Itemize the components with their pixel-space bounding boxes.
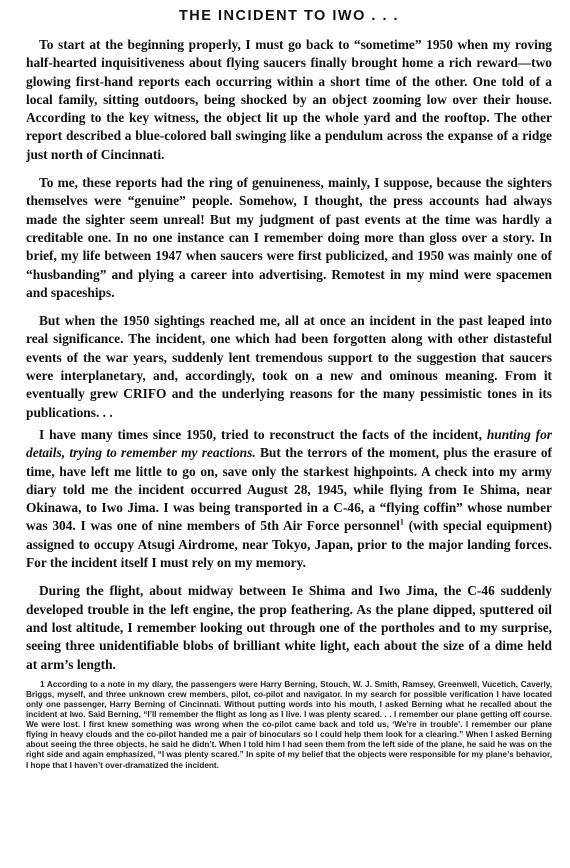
footnote: 1 According to a note in my diary, the passengers were Harry Berning, Stouch, W. J. Smith, Ramsey, Greenwell, Vucetich, Caverly, Briggs, myself, and three unknown crew members, pilot, co-pilot and navigator. In my search for possible verification I have located only one passenger, Harry Berning of Cincinnati. Without putting words into his mouth, I asked Berning what he recalled about the incident at Iwo. Said Berning, “I’ll remember the flight as long as I live. I was plenty scared. . . I remember our plane getting off course. We were lost. I first knew something was wrong when the co-pilot came back and told us, ‘We’re in trouble’. I remember our plane flying in heavy clouds and the co-pilot handed me a pair of binoculars so I could help them look for a clearing.” When I asked Berning about seeing the three objects, he said he didn’t. When I told him I had seen them from the left side of the plane, he said he was on the right side and again emphasized, “I was plenty scared.” In spite of my belief that the objects were responsible for my plane’s behavior, I hope that I haven’t over-dramatized the incident. (26, 679, 552, 770)
footnote-mark: 1 (399, 517, 404, 527)
paragraph-4 (26, 426, 552, 572)
paragraph-3: But when the 1950 sightings reached me, all at once an incident in the past leaped into real significance. The incident, one which had been forgotten along with other distasteful events of the war years, suddenly lent tremendous support to the suggestion that saucers were interplanetary, and, accordingly, took on a new and ominous meaning. From it eventually grew CRIFO and the underlying reasons for the many pessimistic tones in its publications. . . (26, 313, 552, 420)
page-title: THE INCIDENT TO IWO . . . (178, 8, 400, 24)
paragraph-4-text-b: (with special equipment) assigned to occupy Atsugi Airdrome, near Tokyo, Japan, prior to the major landing forces. For the incident itself I must rely on my memory. (26, 518, 552, 571)
paragraph-4-text-a: But the terrors of the moment, plus the erasure of time, have left me little to go on, save only the starkest highpoints. A check into my army diary told me the incident occurred August 28, 1945, while flying from Ie Shima, near Okinawa, to Iwo Jima. I was being transported in a C-46, a “flying coffin” whose number was 304. I was one of nine members of 5th Air Force personnel (26, 445, 552, 534)
paragraph-4-intro: I have many times since 1950, tried to reconstruct the facts of the incident, (39, 426, 487, 442)
paragraph-1: To start at the beginning properly, I must go back to “sometime” 1950 when my roving half-hearted inquisitiveness about flying saucers finally brought home a rich reward—two glowing first-hand reports each occurring within a short time of the other. One told of a local family, sitting outdoors, being shocked by an object zooming low over their house. According to the key witness, the object lit up the whole yard and the rooftop. The other report described a blue-colored ball swinging like a pendulum across the expanse of a ridge just north of Cincinnati. (26, 37, 552, 162)
paragraph-5: During the flight, about midway between Ie Shima and Iwo Jima, the C-46 suddenly developed trouble in the left engine, the prop feathering. As the plane dipped, sputtered oil and lost altitude, I remember looking out through one of the portholes and to my surprise, seeing three unidentifiable blobs of brilliant white light, each about the size of a dime held at arm’s length. (26, 583, 552, 672)
paragraph-2: To me, these reports had the ring of genuineness, mainly, I suppose, because the sighters themselves were “genuine” people. Somehow, I thought, the press accounts had always made the sighter seem unreal! But my judgment of past events at the time was hardly a creditable one. In no one instance can I remember doing more than gloss over a story. In brief, my life between 1947 when saucers were first publicized, and 1950 was mainly one of “husbanding” and plying a career into advertising. Remotest in my mind were spacemen and spaceships. (26, 175, 552, 300)
paragraph-4-italic: hunting for details, trying to remember my reactions. (26, 426, 552, 461)
